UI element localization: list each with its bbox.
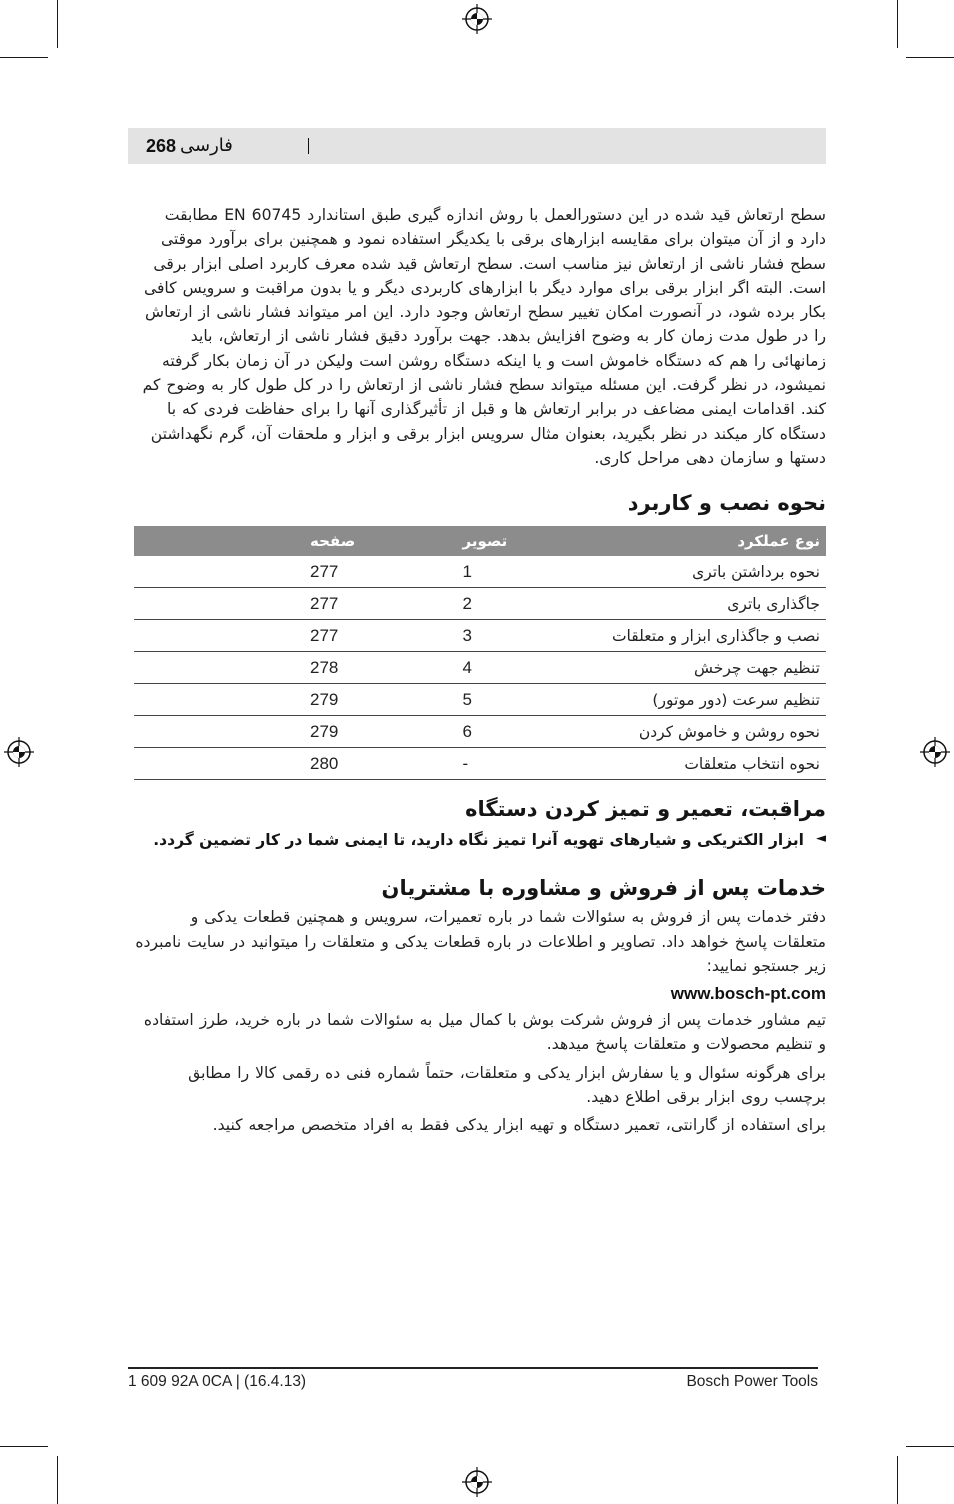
crop-mark xyxy=(906,1446,954,1447)
registration-mark-icon xyxy=(4,737,34,767)
registration-mark-icon xyxy=(462,1467,492,1497)
crop-mark xyxy=(906,57,954,58)
care-bullet xyxy=(134,828,826,853)
page-content xyxy=(134,203,826,1138)
page-cell: 279 xyxy=(134,684,448,716)
table-row xyxy=(134,620,826,652)
page-number: 268 xyxy=(146,136,177,156)
page-cell: 277 xyxy=(134,588,448,620)
table-row xyxy=(134,652,826,684)
crop-mark xyxy=(0,57,48,58)
footer-document-code: 1 609 92A 0CA | (16.4.13) xyxy=(128,1373,307,1390)
service-paragraph: تیم مشاور خدمات پس از فروش شرکت بوش با کمال میل به سئوالات شما در باره خرید، طرز استفاده و تنظیم محصولات و متعلقات پاسخ میدهد. xyxy=(143,1011,826,1054)
column-header-function: نوع عملکرد xyxy=(737,532,820,551)
language-label: فارسی xyxy=(180,135,233,156)
function-cell: تنظیم سرعت (دور موتور) xyxy=(601,684,826,716)
crop-mark xyxy=(0,1446,48,1447)
figure-cell: - xyxy=(448,748,600,780)
header-divider xyxy=(308,138,309,154)
function-cell: نصب و جاگذاری ابزار و متعلقات xyxy=(601,620,826,652)
table-row xyxy=(134,684,826,716)
page-cell: 279 xyxy=(134,716,448,748)
vibration-paragraph: سطح ارتعاش قید شده در این دستورالعمل با روش اندازه گیری طبق استاندارد EN 60745 مطابقت دارد و از آن میتوان برای مقایسه ابزارهای برقی با یکدیگر استفاده نمود و همچنین برای برآورد موقتی سطح فشار ناشی از ارتعاش نیز مناسب است. سطح ارتعاش قید شده معرف کاربرد اصلی ابزار برقی است. البته اگر ابزار برقی برای موارد دیگر با ابزارهای کاربردی دیگر و یا بدون مراقبت و سرویس کافی بکار برده شود، در آنصورت امکان تغییر سطح ارتعاش وجود دارد. این امر میتواند فشار ناشی از ارتعاش را در طول مدت زمان کار به وضوح افزایش بدهد. جهت برآورد دقیق فشار ناشی از ارتعاش، باید زمانهائی را هم که دستگاه خاموش است و یا اینکه دستگاه روشن است ولیکن در آن زمان بکار گرفته نمیشود، در نظر گرفت. این مسئله میتواند سطح فشار ناشی از ارتعاش را در کل طول کار به وضوح کم کند. اقدامات ایمنی مضاعف در برابر ارتعاش ها و قبل از تأثیرگذاری آنها را برای حفاظت فردی که با دستگاه کار میکند در نظر بگیرید، بعنوان مثال سرویس ابزار برقی و ابزار و ملحقات آن، گرم نگهداشتن دستها و سازمان دهی مراحل کاری. xyxy=(142,206,826,467)
table-row xyxy=(134,716,826,748)
figure-cell: 6 xyxy=(448,716,600,748)
crop-mark xyxy=(57,0,58,48)
figure-cell: 1 xyxy=(448,556,600,588)
registration-mark-icon xyxy=(462,4,492,34)
figure-cell: 4 xyxy=(448,652,600,684)
table-header-row xyxy=(134,526,826,556)
setup-heading: نحوه نصب و کاربرد xyxy=(627,491,826,516)
function-cell: نحوه انتخاب متعلقات xyxy=(601,748,826,780)
page-cell: 280 xyxy=(134,748,448,780)
column-header-figure: تصویر xyxy=(462,532,508,551)
page-cell: 278 xyxy=(134,652,448,684)
service-paragraph: دفتر خدمات پس از فروش به سئوالات شما در باره تعمیرات، سرویس و همچنین قطعات یدکی و متعلقات پاسخ خواهد داد. تصاویر و اطلاعات در باره قطعات یدکی و متعلقات را میتوانید در سایت نامبرده زیر جستجو نمایید: xyxy=(135,908,826,975)
crop-mark xyxy=(57,1456,58,1504)
page-header xyxy=(128,128,826,164)
figure-cell: 3 xyxy=(448,620,600,652)
service-paragraph: برای استفاده از گارانتی، تعمیر دستگاه و تهیه ابزار یدکی فقط به افراد متخصص مراجعه کنید. xyxy=(212,1116,826,1135)
function-cell: نحوه برداشتن باتری xyxy=(601,556,826,588)
bullet-triangle-icon: ◄ xyxy=(816,831,826,847)
website-link[interactable]: www.bosch-pt.com xyxy=(670,984,826,1004)
figure-cell: 5 xyxy=(448,684,600,716)
crop-mark xyxy=(897,1456,898,1504)
page-cell: 277 xyxy=(134,620,448,652)
function-cell: تنظیم جهت چرخش xyxy=(601,652,826,684)
registration-mark-icon xyxy=(920,737,950,767)
footer-divider xyxy=(128,1367,818,1369)
care-bullet-text: ابزار الکتریکی و شیارهای تهویه آنرا تمیز نگاه دارید، تا ایمنی شما در کار تضمین گردد. xyxy=(153,831,804,850)
function-cell: نحوه روشن و خاموش کردن xyxy=(601,716,826,748)
column-header-page: صفحه xyxy=(310,532,356,551)
service-heading: خدمات پس از فروش و مشاوره با مشتریان xyxy=(381,876,826,901)
service-paragraph: برای هرگونه سئوال و یا سفارش ابزار یدکی و متعلقات، حتماً شماره فنی ده رقمی کالا را مطابق برچسب روی ابزار برقی اطلاع دهید. xyxy=(188,1063,826,1107)
function-cell: جاگذاری باتری xyxy=(601,588,826,620)
functions-table xyxy=(134,526,826,780)
crop-mark xyxy=(897,0,898,48)
figure-cell: 2 xyxy=(448,588,600,620)
table-row xyxy=(134,556,826,588)
footer-brand: Bosch Power Tools xyxy=(686,1373,818,1390)
table-row xyxy=(134,588,826,620)
table-row xyxy=(134,748,826,780)
page-cell: 277 xyxy=(134,556,448,588)
care-heading: مراقبت، تعمیر و تمیز کردن دستگاه xyxy=(465,797,826,822)
